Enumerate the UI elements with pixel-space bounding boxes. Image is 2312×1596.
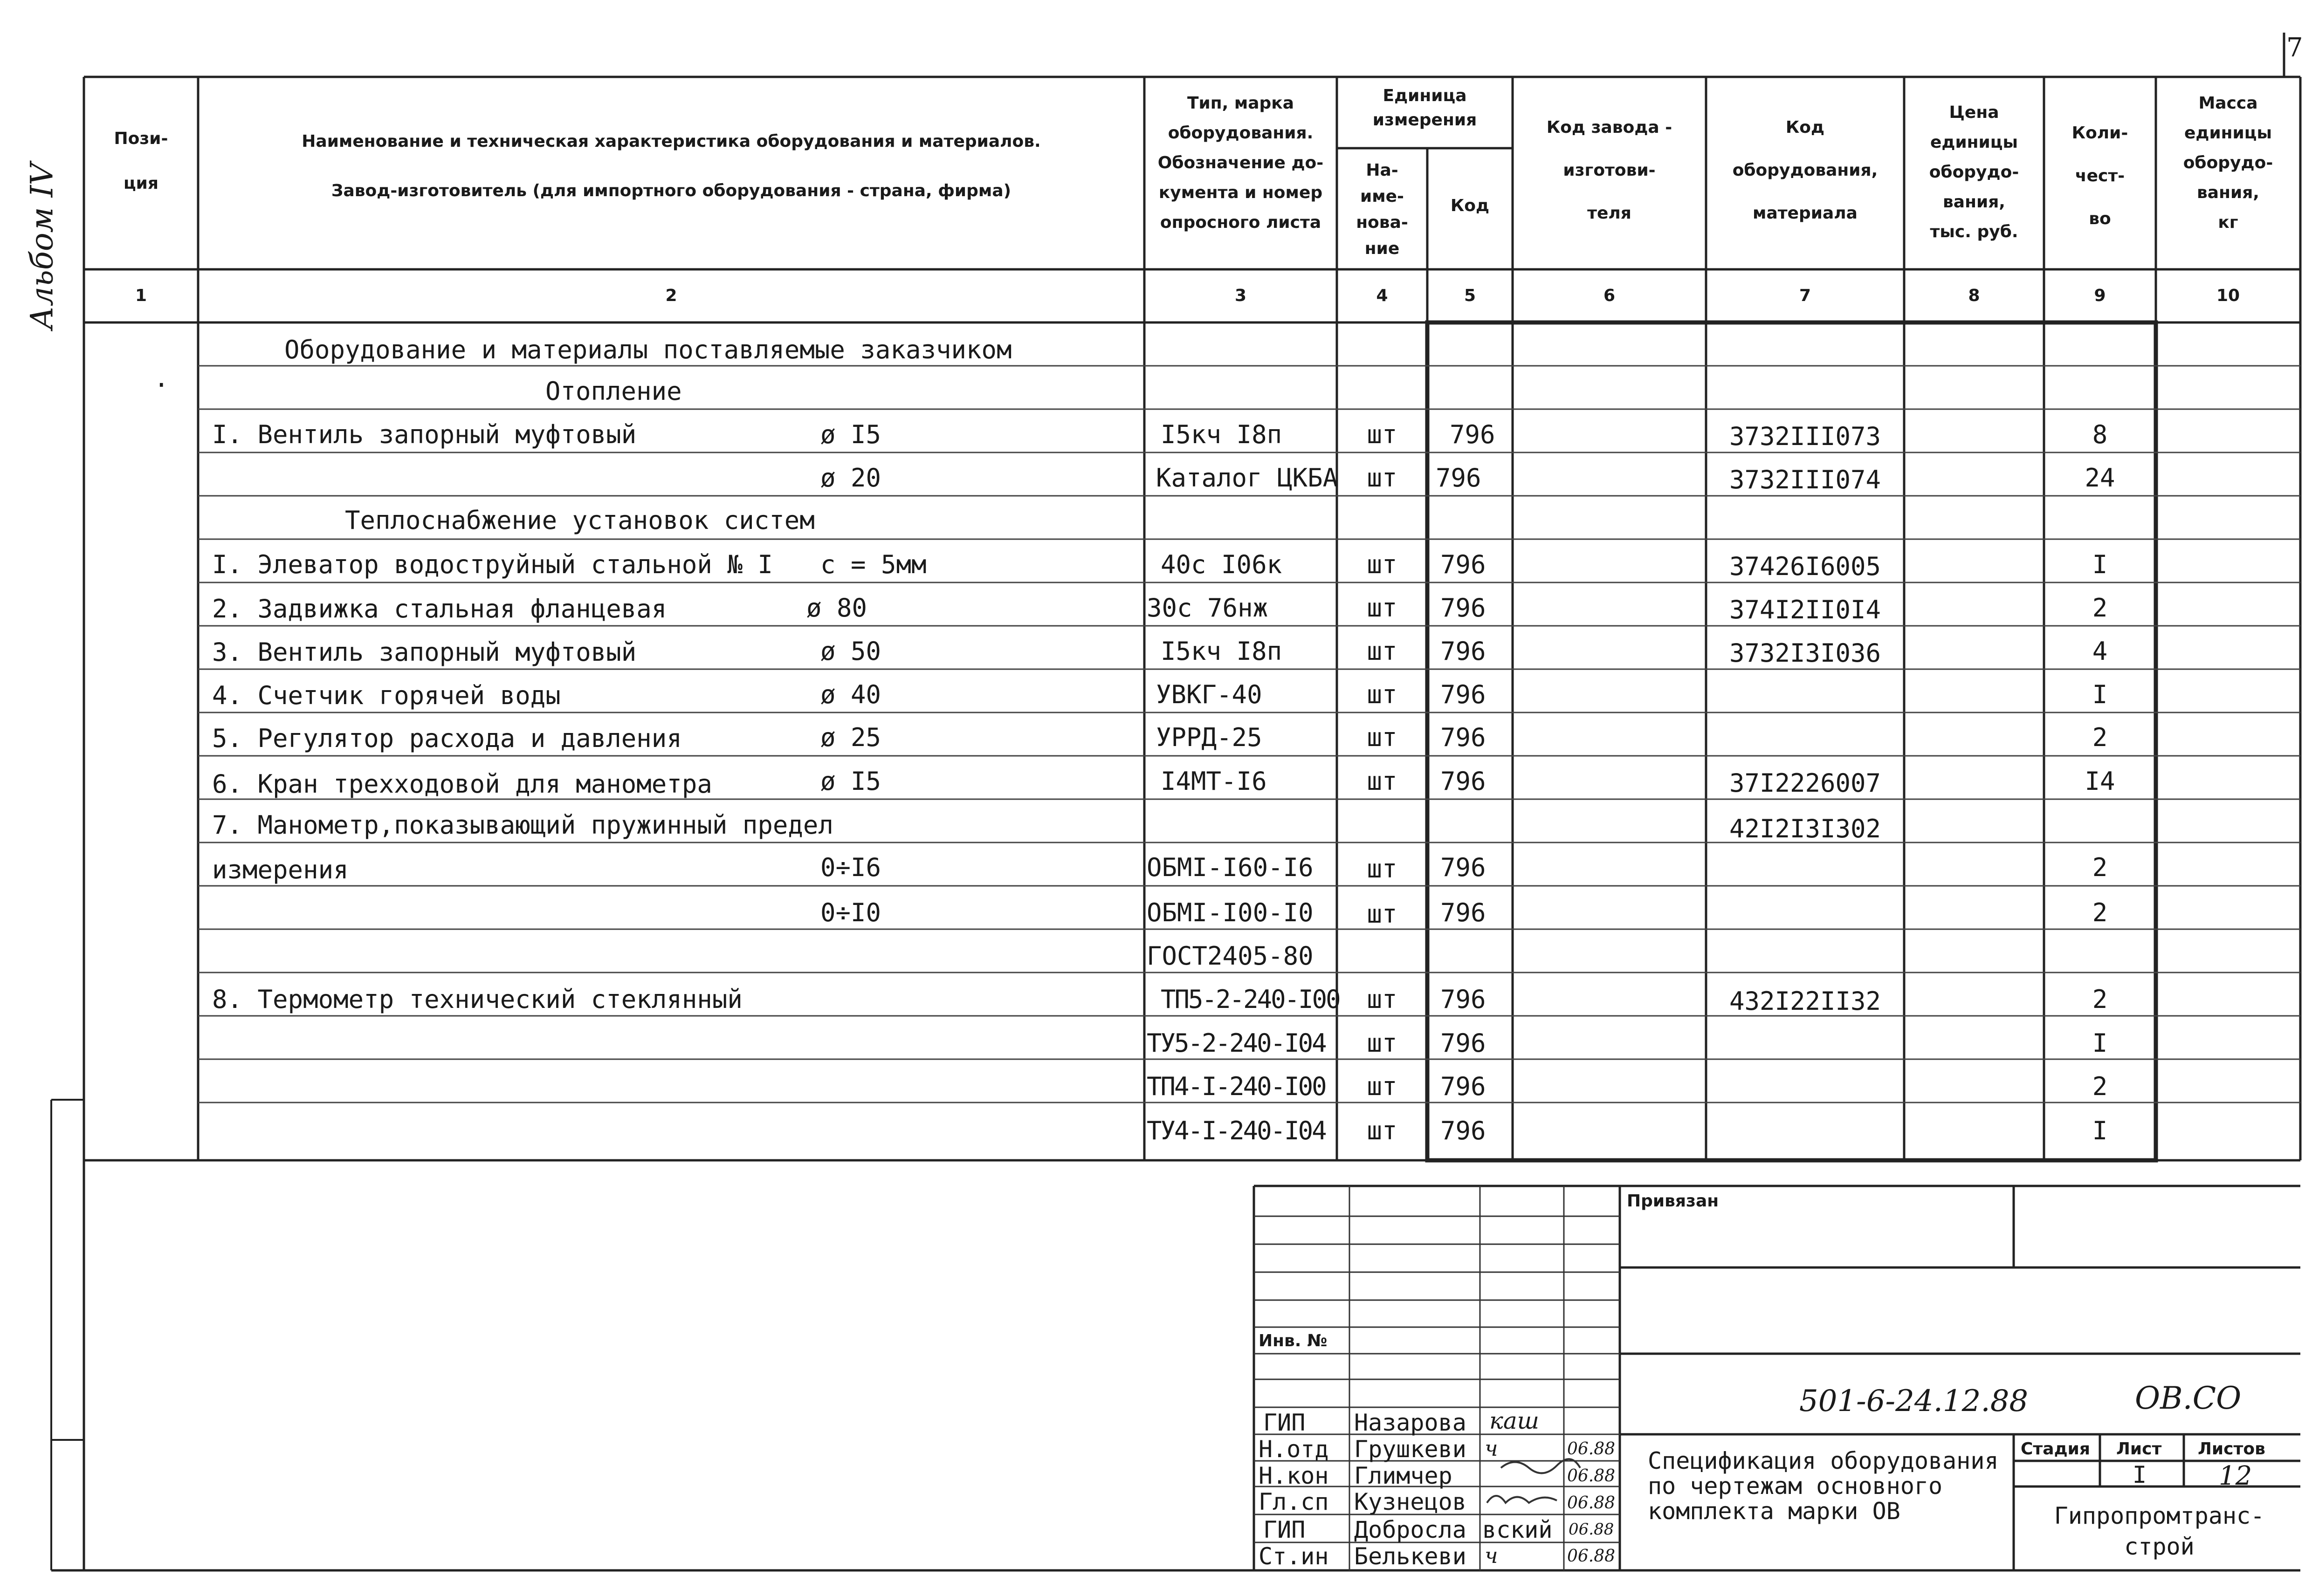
item-spec: ø 80 (806, 593, 867, 623)
item-code: 42I2I3I302 (1729, 814, 1881, 843)
item-type: ТУ4-I-240-I04 (1147, 1116, 1326, 1145)
signature-stroke (1501, 1459, 1580, 1473)
item-unit-code: 796 (1436, 463, 1481, 493)
item-spec: 0÷I6 (820, 853, 881, 882)
item-unit-code: 796 (1450, 420, 1495, 449)
item-qty: 2 (2092, 593, 2108, 623)
item-spec: c = 5мм (820, 550, 927, 579)
item-qty: 2 (2092, 853, 2108, 882)
document-mark: ОВ.СО (2135, 1380, 2242, 1416)
item-code: 37I2226007 (1729, 768, 1881, 798)
item-unit: шт (1367, 985, 1397, 1014)
item-type: УРРД-25 (1156, 723, 1262, 752)
item-name: 3. Вентиль запорный муфтовый (212, 637, 637, 667)
item-name: I. Вентиль запорный муфтовый (212, 420, 637, 449)
sign-date: 06.88 (1567, 1466, 1616, 1486)
item-type: ОБМI-I60-I6 (1147, 853, 1314, 882)
signer-role: ГИП (1263, 1409, 1306, 1436)
item-qty: 2 (2092, 723, 2108, 752)
item-unit: шт (1367, 723, 1397, 752)
signature: каш (1489, 1407, 1540, 1434)
item-type: 40c I06к (1161, 550, 1282, 579)
item-qty: 8 (2092, 420, 2108, 449)
section-title: Теплоснабжение установок систем (345, 506, 815, 535)
signer-name-cont: вский (1482, 1516, 1553, 1543)
header-type: Тип, марка оборудования. Обозначение до- кумента и номер опросного листа (1157, 94, 1324, 232)
header-price: Цена единицы оборудо- вания, тыс. руб. (1929, 103, 2019, 241)
item-type: 30c 76нж (1147, 593, 1268, 623)
colnum-1: 1 (135, 286, 147, 305)
item-unit-code: 796 (1440, 1072, 1486, 1101)
item-name: I. Элеватор водоструйный стальной № I (212, 550, 773, 579)
header-unit-name: На- име- нова- ние (1356, 161, 1408, 258)
header-name-a: Наименование и техническая характеристика оборудования и материалов. (302, 132, 1041, 151)
signer-name: Белькеви (1354, 1543, 1466, 1570)
item-unit: шт (1367, 637, 1397, 666)
sheets-label: Листов (2198, 1439, 2265, 1459)
stage-label: Стадия (2021, 1439, 2090, 1459)
item-name: 4. Счетчик горячей воды (212, 681, 561, 710)
item-qty: 2 (2092, 1072, 2108, 1101)
colnum-10: 10 (2216, 286, 2240, 305)
item-unit-code: 796 (1440, 723, 1486, 752)
signer-name: Назарова (1354, 1409, 1466, 1436)
item-type: I4МТ-I6 (1161, 767, 1267, 796)
signer-role: ГИП (1263, 1516, 1306, 1543)
header-unit-code: Код (1450, 196, 1490, 215)
album-label: Альбом IV (24, 163, 60, 330)
item-name: 6. Кран трехходовой для манометра (212, 769, 712, 799)
item-spec: ø I5 (820, 767, 881, 796)
item-spec: ø I5 (820, 420, 881, 449)
item-type: ГОСТ2405-80 (1147, 941, 1314, 971)
signer-role: Н.отд (1259, 1436, 1329, 1463)
item-qty: I (2092, 1116, 2108, 1145)
item-unit: шт (1367, 420, 1397, 449)
item-unit: шт (1367, 1072, 1397, 1101)
item-unit-code: 796 (1440, 550, 1486, 579)
item-unit: шт (1367, 550, 1397, 579)
header-position: Пози- ция (114, 129, 168, 193)
signature-stroke (1487, 1496, 1557, 1503)
header-quantity: Коли- чест- во (2071, 123, 2128, 228)
item-qty: 2 (2092, 898, 2108, 927)
signer-name: Добросла (1354, 1516, 1466, 1543)
signer-name: Кузнецов (1354, 1488, 1466, 1515)
header-name-b: Завод-изготовитель (для импортного оборудования - страна, фирма) (331, 181, 1012, 200)
item-spec: 0÷I0 (820, 898, 881, 927)
sign-date: 06.88 (1567, 1547, 1616, 1566)
item-type: ТП5-2-240-I00 (1161, 985, 1340, 1014)
organization-name: Гипропромтранс- строй (2054, 1502, 2265, 1560)
signer-role: Гл.сп (1259, 1488, 1329, 1515)
header-factory-code: Код завода - изготови- теля (1546, 118, 1672, 223)
item-unit: шт (1367, 680, 1397, 709)
page-number: 7 (2286, 33, 2303, 63)
signer-name: Глимчер (1354, 1462, 1452, 1489)
item-type: ТУ5-2-240-I04 (1147, 1028, 1326, 1058)
item-unit-code: 796 (1440, 898, 1486, 927)
item-unit: шт (1367, 767, 1397, 796)
inventory-number-label: Инв. № (1259, 1331, 1328, 1350)
signer-role: Н.кон (1259, 1462, 1329, 1489)
colnum-4: 4 (1376, 286, 1388, 305)
document-description: Спецификация оборудования по чертежам основного комплекта марки ОВ (1648, 1447, 1999, 1525)
item-unit: шт (1367, 463, 1397, 493)
colnum-2: 2 (665, 286, 677, 305)
item-unit-code: 796 (1440, 853, 1486, 882)
header-unit-group: Единица измерения (1372, 86, 1477, 130)
item-spec: ø 50 (820, 637, 881, 666)
item-type: I5кч I8п (1161, 420, 1282, 449)
item-unit: шт (1367, 854, 1397, 884)
colnum-8: 8 (1968, 286, 1980, 305)
item-type: I5кч I8п (1161, 637, 1282, 666)
document-number: 501-6-24.12.88 (1799, 1384, 2029, 1418)
item-spec: ø 40 (820, 680, 881, 709)
item-type: ОБМI-I00-I0 (1147, 898, 1314, 927)
item-qty: I4 (2085, 767, 2115, 796)
item-name: 2. Задвижка стальная фланцевая (212, 594, 667, 623)
item-spec: ø 20 (820, 463, 881, 493)
sheet-number: I (2133, 1461, 2147, 1488)
item-code: 3732I3I036 (1729, 638, 1881, 668)
colnum-5: 5 (1464, 286, 1476, 305)
item-name: измерения (212, 855, 349, 884)
item-unit-code: 796 (1440, 1116, 1486, 1145)
section-title: Оборудование и материалы поставляемые заказчиком (284, 335, 1012, 364)
colnum-3: 3 (1234, 286, 1247, 305)
item-unit-code: 796 (1440, 593, 1486, 623)
item-unit: шт (1367, 1116, 1397, 1145)
item-unit-code: 796 (1440, 637, 1486, 666)
item-unit-code: 796 (1440, 985, 1486, 1014)
item-type: Каталог ЦКБА (1156, 463, 1338, 493)
header-equipment-code: Код оборудования, материала (1732, 118, 1878, 223)
signer-role: Ст.ин (1259, 1543, 1329, 1570)
item-type: УВКГ-40 (1156, 680, 1262, 709)
item-qty: 4 (2092, 637, 2108, 666)
header-mass: Масса единицы оборудо- вания, кг (2183, 94, 2273, 232)
item-name: 5. Регулятор расхода и давления (212, 724, 682, 753)
item-qty: I (2092, 1028, 2108, 1058)
item-qty: I (2092, 680, 2108, 709)
item-type: ТП4-I-240-I00 (1147, 1072, 1326, 1101)
item-unit-code: 796 (1440, 767, 1486, 796)
item-qty: 2 (2092, 985, 2108, 1014)
item-qty: 24 (2085, 463, 2115, 493)
sheet-label: Лист (2116, 1439, 2162, 1459)
colnum-7: 7 (1799, 286, 1811, 305)
sheets-count: 12 (2219, 1461, 2252, 1491)
signer-name: Грушкеви (1354, 1436, 1466, 1463)
item-spec: ø 25 (820, 723, 881, 752)
item-code: 3732III074 (1729, 465, 1881, 494)
item-code: 3732III073 (1729, 422, 1881, 451)
row-marker: · (154, 370, 169, 400)
item-qty: I (2092, 550, 2108, 579)
item-code: 37426I6005 (1729, 552, 1881, 581)
colnum-9: 9 (2094, 286, 2106, 305)
sign-date: 06.88 (1569, 1520, 1614, 1539)
signature: ч (1485, 1543, 1498, 1568)
item-unit: шт (1367, 1028, 1397, 1058)
sign-date: 06.88 (1567, 1439, 1616, 1459)
item-unit: шт (1367, 899, 1397, 929)
item-unit-code: 796 (1440, 1028, 1486, 1058)
privyazan-label: Привязан (1627, 1192, 1719, 1211)
signature: ч (1485, 1436, 1498, 1461)
item-code: 374I2II0I4 (1729, 595, 1881, 624)
section-title: Отопление (545, 377, 682, 406)
sign-date: 06.88 (1567, 1493, 1616, 1513)
item-code: 432I22II32 (1729, 986, 1881, 1016)
item-name: 8. Термометр технический стеклянный (212, 985, 743, 1014)
colnum-6: 6 (1603, 286, 1616, 305)
item-name: 7. Манометр,показывающий пружинный предел (212, 810, 833, 840)
item-unit: шт (1367, 593, 1397, 623)
item-unit-code: 796 (1440, 680, 1486, 709)
